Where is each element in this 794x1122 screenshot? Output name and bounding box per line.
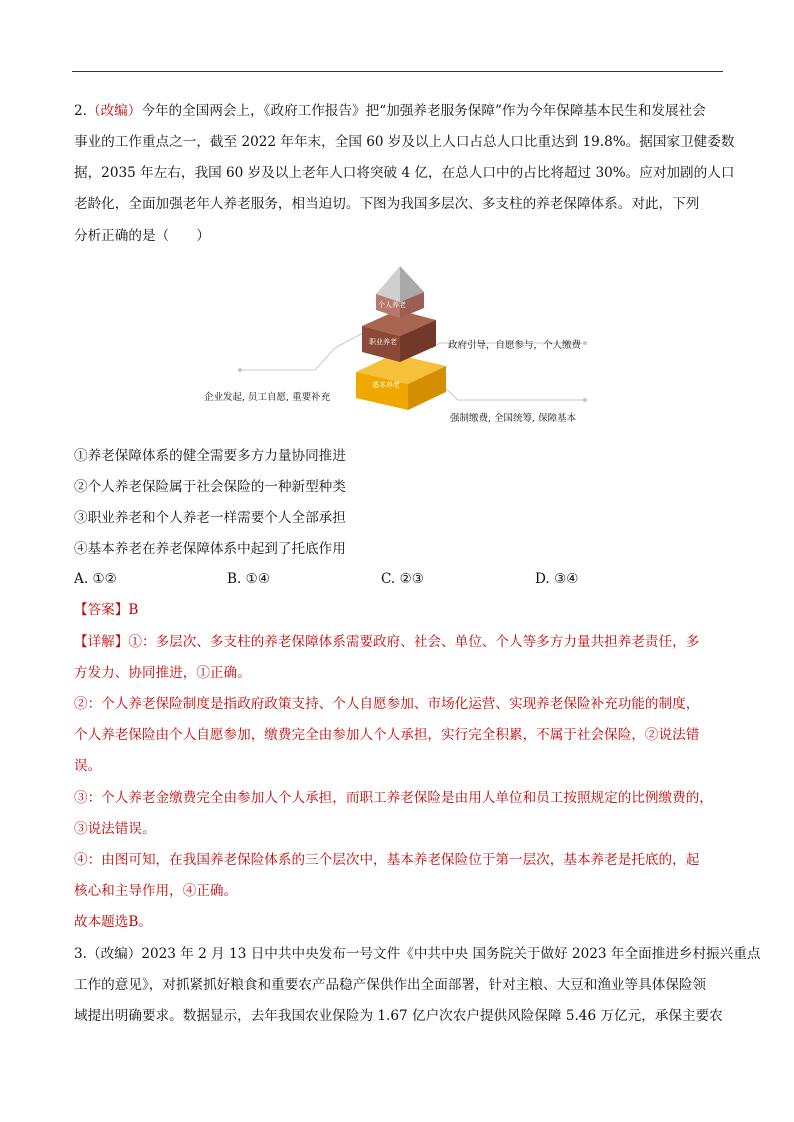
q3-number: 3.	[74, 946, 87, 962]
q3-tag: （改编）	[86, 946, 142, 962]
explain-line-7: ③说法错误。	[74, 821, 156, 837]
q2-line-5: 分析正确的是（ ）	[74, 228, 210, 244]
q3-line-1: 3.（改编）2023 年 2 月 13 日中共中央发布一号文件《中共中央 国务院关于做好 2023 年全面推进乡村振兴重点	[74, 946, 761, 962]
pension-pyramid-diagram	[0, 0, 794, 440]
callout-line-base	[445, 388, 585, 400]
callout-base-text: 强制缴费, 全国统筹, 保障基本	[450, 413, 577, 424]
option-d: D. ③④	[535, 571, 579, 587]
callout-dot-base	[583, 398, 587, 402]
explain-line-1: 【详解】①：多层次、多支柱的养老保障体系需要政府、社会、单位、个人等多方力量共担养老责任，多	[74, 634, 700, 650]
callout-left-text: 企业发起, 员工自愿, 重要补充	[204, 392, 331, 403]
layer-label-base: 基本养老	[372, 381, 400, 389]
layer-label-mid: 职业养老	[369, 338, 397, 346]
explain-line-8: ④：由图可知，在我国养老保险体系的三个层次中，基本养老保险位于第一层次，基本养老是托底的，起	[74, 852, 700, 868]
explain-line-6: ③：个人养老金缴费完全由参加人个人承担，而职工养老保险是由用人单位和员工按照规定的比例缴费的，	[74, 790, 713, 806]
explain-line-9: 核心和主导作用，④正确。	[74, 883, 238, 899]
explain-line-2: 方发力、协同推进，①正确。	[74, 665, 251, 681]
option-b: B. ①④	[227, 571, 271, 587]
q2-number: 2.	[74, 103, 87, 119]
conclusion: 故本题选B。	[74, 914, 152, 930]
callout-dot-mid	[583, 341, 587, 345]
statement-2: ②个人养老保险属于社会保险的一种新型种类	[74, 479, 346, 495]
statement-4: ④基本养老在养老保障体系中起到了托底作用	[74, 541, 346, 557]
answer-value: B	[128, 602, 139, 618]
q2-tag: （改编）	[86, 103, 142, 119]
option-c: C. ②③	[381, 571, 424, 587]
q3-line-3: 域提出明确要求。数据显示，去年我国农业保险为 1.67 亿户次农户提供风险保障 5.46 万亿元，承保主要农	[74, 1008, 723, 1024]
answer-tag: 【答案】	[74, 602, 129, 618]
explain-line-4: 个人养老保险由个人自愿参加，缴费完全由参加人个人承担，实行完全积累，不属于社会保险，②说法错	[74, 727, 700, 743]
answer-line	[74, 600, 138, 620]
option-a: A. ①②	[74, 571, 117, 587]
q2-line-4: 老龄化，全面加强老年人养老服务，相当迫切。下图为我国多层次、多支柱的养老保障体系。对此，下列	[74, 196, 700, 212]
explain-line-5: 误。	[74, 758, 102, 774]
q3-line-2: 工作的意见》，对抓紧抓好粮食和重要农产品稳产保供作出全面部署，针对主粮、大豆和渔业等具体保险领	[74, 977, 707, 993]
callout-dot-left	[238, 368, 242, 372]
explain-tag: 【详解】	[74, 634, 129, 650]
q2-line-2: 事业的工作重点之一，截至 2022 年年末，全国 60 岁及以上人口占总人口比重达到 19.8%。据国家卫健委数	[74, 134, 735, 150]
layer-label-top: 个人养老	[378, 301, 406, 309]
q2-text-1: 今年的全国两会上，《政府工作报告》把“加强养老服务保障”作为今年保障基本民生和发展社会	[141, 103, 706, 119]
explain-line-3: ②：个人养老保险制度是指政府政策支持、个人自愿参加、市场化运营、实现养老保险补充功能的制度，	[74, 696, 700, 712]
callout-mid-text: 政府引导，自愿参与，个人缴费	[448, 340, 582, 351]
callout-line-left	[240, 328, 372, 370]
statement-1: ①养老保障体系的健全需要多方力量协同推进	[74, 448, 346, 464]
statement-3: ③职业养老和个人养老一样需要个人全部承担	[74, 510, 346, 526]
q2-line-3: 据，2035 年左右，我国 60 岁及以上老年人口将突破 4 亿，在总人口中的占比将超过 30%。应对加剧的人口	[74, 165, 735, 181]
